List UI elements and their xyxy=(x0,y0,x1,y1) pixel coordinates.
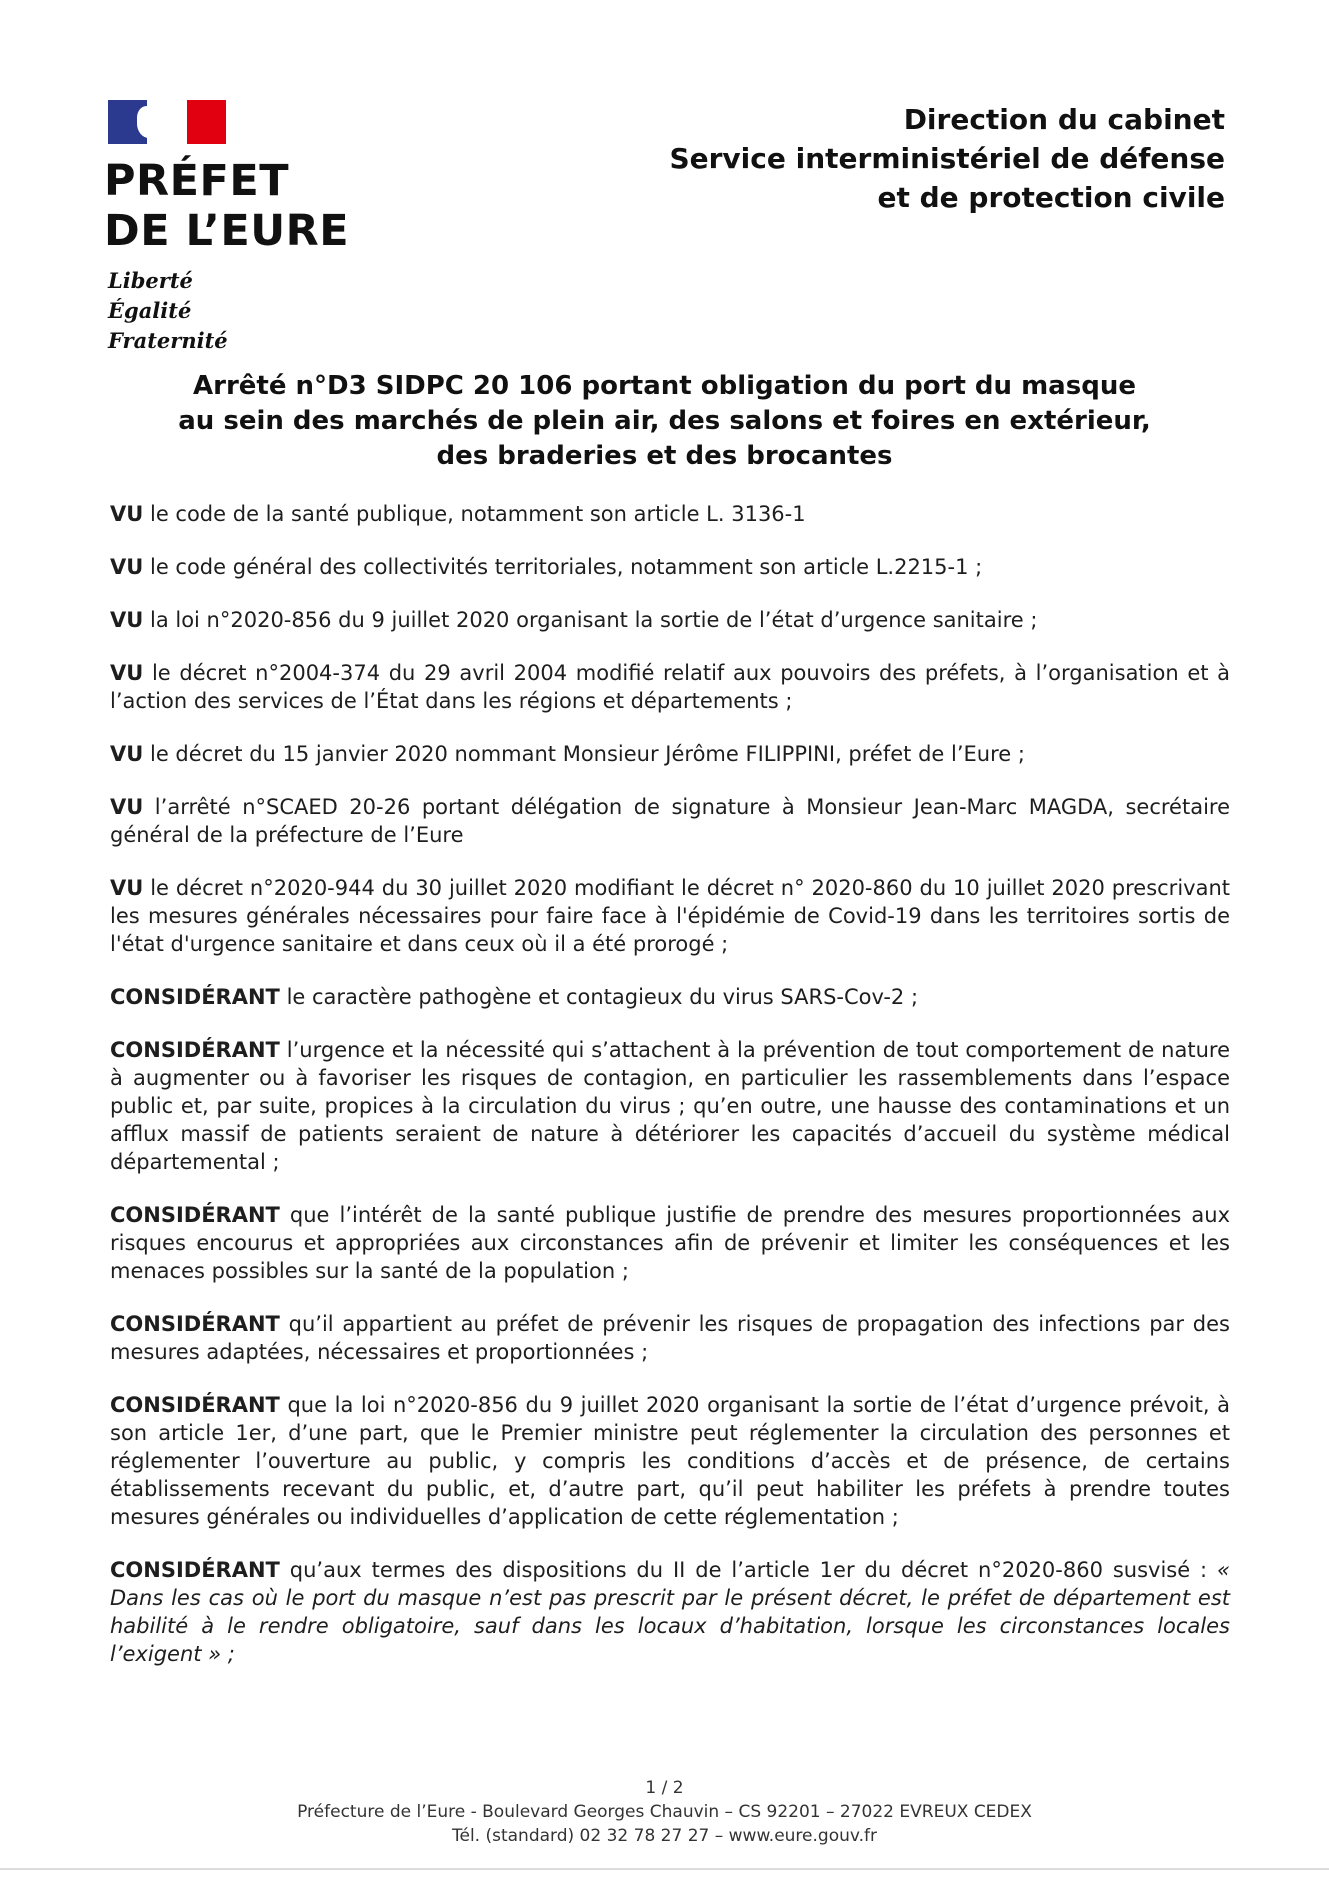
paragraph-text: l’urgence et la nécessité qui s’attachent à la prévention de tout comportement de nature à augmenter ou à favoriser les risques de contagion, en particulier les rassemblements dans l’espace public et, par suite, propices à la circulation du virus ; qu’en outre, une hausse des contaminations et un afflux massif de patients seraient de nature à détériorer les capacités d’accueil du système médical départemental ; xyxy=(110,1038,1230,1174)
direction-line-2: Service interministériel de défense xyxy=(669,142,1225,175)
paragraph-considerant-3 xyxy=(110,1201,1230,1285)
paragraph-considerant-4 xyxy=(110,1310,1230,1366)
paragraph-vu-2 xyxy=(110,553,1230,581)
prefet-line-2: DE L’EURE xyxy=(104,206,350,256)
paragraph-lead: CONSIDÉRANT xyxy=(110,1038,280,1062)
title-line-3: des braderies et des brocantes xyxy=(436,441,893,471)
footer-address: Préfecture de l’Eure - Boulevard Georges Chauvin – CS 92201 – 27022 EVREUX CEDEX xyxy=(297,1802,1032,1822)
prefet-line-1: PRÉFET xyxy=(104,156,290,206)
paragraph-vu-5 xyxy=(110,740,1230,768)
flag-red-band xyxy=(187,100,226,144)
marianne-flag-logo xyxy=(108,100,226,144)
paragraph-vu-4 xyxy=(110,659,1230,715)
paragraph-text: le décret n°2004-374 du 29 avril 2004 modifié relatif aux pouvoirs des préfets, à l’organisation et à l’action des services de l’État dans les régions et départements ; xyxy=(110,661,1230,713)
paragraph-vu-3 xyxy=(110,606,1230,634)
prefet-title xyxy=(104,156,349,256)
page-number: 1 / 2 xyxy=(645,1778,684,1798)
paragraph-text: le décret n°2020-944 du 30 juillet 2020 modifiant le décret n° 2020-860 du 10 juillet 2020 prescrivant les mesures générales nécessaires pour faire face à l'épidémie de Covid-19 dans les territoires sortis de l'état d'urgence sanitaire et dans ceux où il a été prorogé ; xyxy=(110,876,1230,956)
title-line-2: au sein des marchés de plein air, des salons et foires en extérieur, xyxy=(178,406,1151,436)
paragraph-text: la loi n°2020-856 du 9 juillet 2020 organisant la sortie de l’état d’urgence sanitaire ; xyxy=(143,608,1038,632)
direction-line-1: Direction du cabinet xyxy=(903,103,1225,136)
decree-title xyxy=(150,369,1179,474)
flag-white-band xyxy=(147,100,186,144)
paragraph-text: le décret du 15 janvier 2020 nommant Monsieur Jérôme FILIPPINI, préfet de l’Eure ; xyxy=(143,742,1025,766)
paragraph-text: qu’il appartient au préfet de prévenir les risques de propagation des infections par des mesures adaptées, nécessaires et proportionnées ; xyxy=(110,1312,1230,1364)
paragraph-text: que l’intérêt de la santé publique justifie de prendre des mesures proportionnées aux risques encourus et appropriées aux circonstances afin de prévenir et limiter les conséquences et les menaces possibles sur la santé de la population ; xyxy=(110,1203,1230,1283)
paragraph-text: qu’aux termes des dispositions du II de l’article 1er du décret n°2020-860 susvisé : xyxy=(279,1558,1208,1582)
paragraph-considerant-5 xyxy=(110,1391,1230,1531)
scan-edge-divider xyxy=(0,1868,1329,1870)
page-footer xyxy=(0,1776,1329,1848)
motto-egalite: Égalité xyxy=(108,298,192,323)
marianne-profile-icon xyxy=(137,106,163,138)
paragraph-vu-6 xyxy=(110,793,1230,849)
issuing-service xyxy=(669,100,1225,217)
paragraph-lead: VU xyxy=(110,502,144,526)
paragraph-text: le code de la santé publique, notamment son article L. 3136-1 xyxy=(143,502,806,526)
paragraph-lead: VU xyxy=(110,608,144,632)
paragraph-vu-7 xyxy=(110,874,1230,958)
paragraph-text: que la loi n°2020-856 du 9 juillet 2020 organisant la sortie de l’état d’urgence prévoit, à son article 1er, d’une part, que le Premier ministre peut réglementer la circulation des personnes et réglementer l’ouverture au public, y compris les conditions d’accès et de présence, de certains établissements recevant du public, et, d’autre part, qu’il peut habiliter les préfets à prendre toutes mesures générales ou individuelles d’application de cette réglementation ; xyxy=(110,1393,1230,1529)
title-line-1: Arrêté n°D3 SIDPC 20 106 portant obligation du port du masque xyxy=(193,371,1136,401)
direction-line-3: et de protection civile xyxy=(877,181,1225,214)
paragraph-lead: CONSIDÉRANT xyxy=(110,1393,280,1417)
paragraph-lead: VU xyxy=(110,742,144,766)
motto-fraternite: Fraternité xyxy=(108,328,228,353)
paragraph-quote: « Dans les cas où le port du masque n’est pas prescrit par le présent décret, le préfet de département est habilité à le rendre obligatoire, sauf dans les locaux d’habitation, lorsque les circonstances locales l’exigent » ; xyxy=(110,1558,1230,1666)
paragraph-text: le code général des collectivités territoriales, notamment son article L.2215-1 ; xyxy=(143,555,983,579)
paragraph-lead: CONSIDÉRANT xyxy=(110,1312,280,1336)
paragraph-lead: CONSIDÉRANT xyxy=(110,1558,280,1582)
paragraph-lead: VU xyxy=(110,876,144,900)
paragraph-lead: VU xyxy=(110,661,144,685)
paragraph-lead: VU xyxy=(110,795,144,819)
paragraph-considerant-6 xyxy=(110,1556,1230,1668)
republic-motto xyxy=(108,266,228,356)
paragraph-text: l’arrêté n°SCAED 20-26 portant délégation de signature à Monsieur Jean-Marc MAGDA, secrétaire général de la préfecture de l’Eure xyxy=(110,795,1230,847)
paragraph-text: le caractère pathogène et contagieux du virus SARS-Cov-2 ; xyxy=(279,985,919,1009)
paragraph-lead: CONSIDÉRANT xyxy=(110,985,280,1009)
paragraph-lead: CONSIDÉRANT xyxy=(110,1203,280,1227)
decree-body xyxy=(110,500,1230,1693)
footer-contact: Tél. (standard) 02 32 78 27 27 – www.eure.gouv.fr xyxy=(452,1826,877,1846)
paragraph-vu-1 xyxy=(110,500,1230,528)
paragraph-considerant-2 xyxy=(110,1036,1230,1176)
motto-liberte: Liberté xyxy=(108,268,193,293)
paragraph-lead: VU xyxy=(110,555,144,579)
paragraph-considerant-1 xyxy=(110,983,1230,1011)
